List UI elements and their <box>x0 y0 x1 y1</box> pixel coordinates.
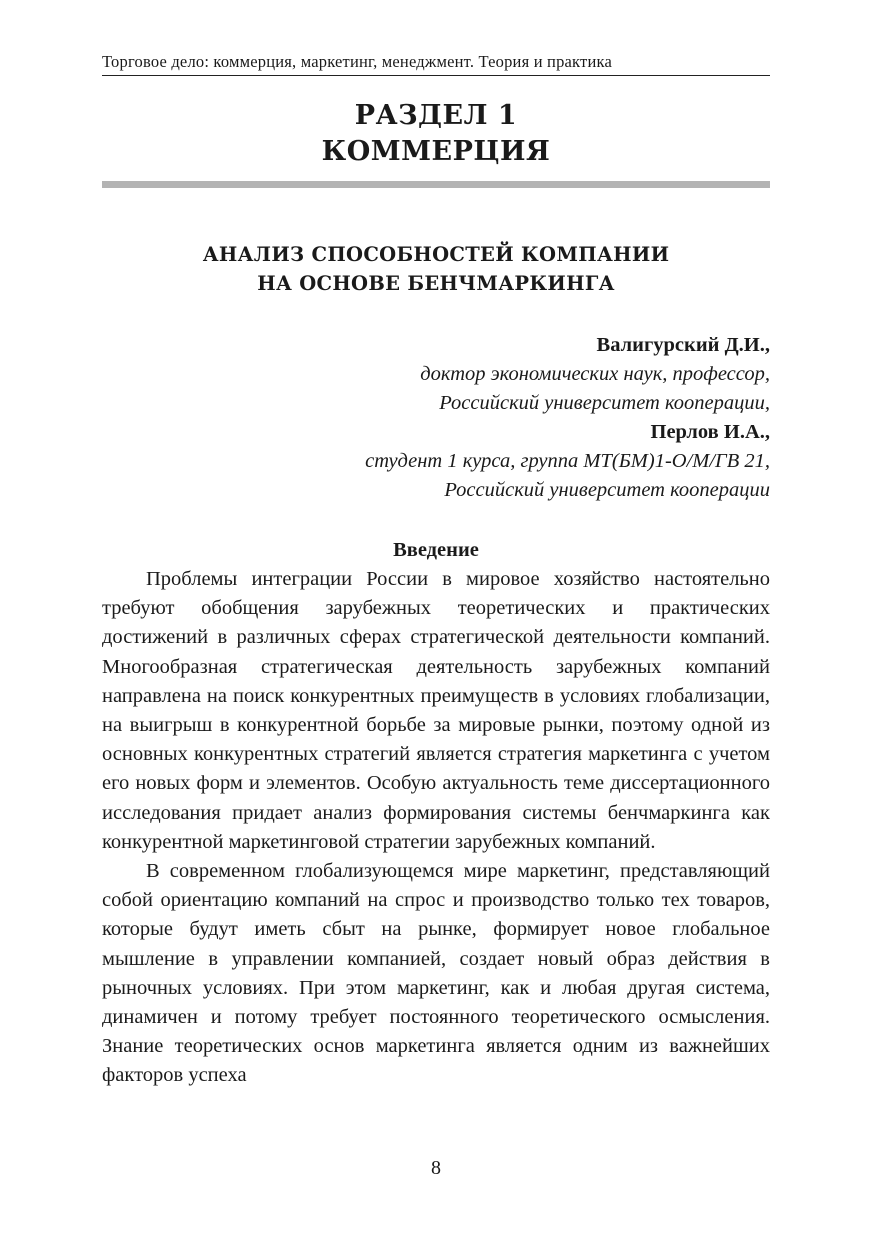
author-affiliation: студент 1 курса, группа МТ(БМ)1-О/М/ГВ 21, <box>365 450 770 472</box>
section-title: КОММЕРЦИЯ <box>321 136 551 167</box>
author-name: Перлов И.А., <box>650 421 770 443</box>
section-number: РАЗДЕЛ 1 <box>354 100 518 131</box>
paragraph: В современном глобализующемся мире маркетинг, представляющий собой ориентацию компаний на спрос и производство только тех товаров, которые будут иметь сбыт на рынке, формирует новое глобальное мышление в управлении компанией, создает новый образ действия в рыночных условиях. При этом маркетинг, как и любая другая система, динамичен и потому требует постоянного теоретического осмысления. Знание теоретических основ маркетинга является одним из важнейших факторов успеха <box>102 860 770 1087</box>
header-rule <box>102 75 770 76</box>
article-title-line-1: АНАЛИЗ СПОСОБНОСТЕЙ КОМПАНИИ <box>202 243 670 266</box>
author-block <box>102 331 770 505</box>
section-heading <box>102 98 770 170</box>
article-title <box>102 240 770 298</box>
author-affiliation: Российский университет кооперации, <box>439 392 770 414</box>
intro-heading: Введение <box>393 539 479 561</box>
article-title-line-2: НА ОСНОВЕ БЕНЧМАРКИНГА <box>257 272 615 295</box>
author-affiliation: доктор экономических наук, профессор, <box>420 363 770 385</box>
paragraph: Проблемы интеграции России в мировое хозяйство настоятельно требуют обобщения зарубежных теоретических и практических достижений в различных сферах стратегической деятельности компаний. Многообразная стратегическая деятельность зарубежных компаний направлена на поиск конкурентных преимуществ в условиях глобализации, на выигрыш в конкурентной борьбе за мировые рынки, поэтому одной из основных конкурентных стратегий является стратегия маркетинга с учетом его новых форм и элементов. Особую актуальность теме диссертационного исследования придает анализ формирования системы бенчмаркинга как конкурентной маркетинговой стратегии зарубежных компаний. <box>102 568 770 853</box>
running-header: Торговое дело: коммерция, маркетинг, менеджмент. Теория и практика <box>102 52 612 71</box>
page-number: 8 <box>431 1157 441 1179</box>
section-divider <box>102 181 770 188</box>
author-name: Валигурский Д.И., <box>596 334 770 356</box>
body-text <box>102 565 770 1091</box>
author-affiliation: Российский университет кооперации <box>444 479 770 501</box>
